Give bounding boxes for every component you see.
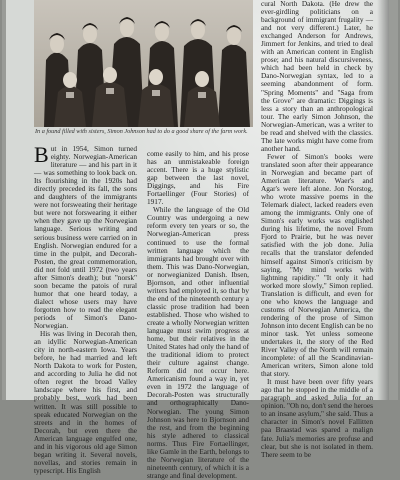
exhibit-panel <box>6 0 389 480</box>
paragraph <box>34 142 137 331</box>
panel-edge-shadow <box>377 0 389 400</box>
paragraph: Fewer of Simon's books were translated soon after their appearance in Norwegian and became part of American literature. Waer's and Agar's were left alone. Jon Norstog, who wrote massive poems in the Telemark dialect, lacked readers even among the immigrants. Only one of Simon's early works was englished during his lifetime, the novel From Fjord to Prairie, but he was never satisfied with the job done. Julia recalls that the translator defended himself against Simon's criticism by saying, "My mind works with lightning rapidity." "It only it had worked more slowly," Simon replied. Translation is difficult, and even for one who knows the language and customs of Norwegian America, the rendering of the prose of Simon Johnson into decent English can be no minor task. Yet unless someone undertakes it, the story of the Red River Valley of the North will remain incomplete: of all the Scandinavian-American writers, Simon alone told that story. <box>261 151 373 379</box>
paragraph: cural North Dakota. (He drew the ever-girdling politicians on a background of immigrant frugality — and not very different.) Later, he exchanged Anderson for Andrews, Jimmert for Jenkins, and tried to deal with an American content in English prose; and his natural discursiveness, which had been held in check by Dano-Norwegian syntax, led to a seeming abandonment of form. "Spring Moments" and "Saga from the Grove" are dramatic: Diggings is less a story than an anthropological tour. The early Simon Johnson, the Norwegian-American, was a writer to be read and shelved with the classics. The late works might have come from another hand. <box>261 0 373 153</box>
paragraph: It must have been over fifty years ago that he stopped in the middle of a paragraph and asked Julia for an opinion. "Oh no, don't send the heroes to an insane asylum," she said. Thus a character in Simon's novel Fallitten paa Braastad was spared a malign fate. Julia's memories are profuse and clear, but she is not isolated in them. There seem to be <box>261 377 373 459</box>
paragraph: His was living in Decorah then, an idyllic Norwegian-American city in north-eastern Iowa. Years before, he had married and left North Dakota to work for Posten, and according to Julia he did not often regret the broad Valley landscape where his first, and probably best, work had been written. It was still possible to speak educated Norwegian on the streets and in the homes of Decorah, but even there the American language engulfed one, and in his vigorous old age Simon began writing it. Several novels, novellas, and stories remain in typescript. His English <box>34 329 137 475</box>
text-column-left <box>34 142 137 475</box>
drop-cap: B <box>34 142 49 167</box>
text-column-right <box>261 0 373 459</box>
paragraph: While the language of the Old Country was undergoing a new reform every ten years or so, the Norwegian-American press continued to use the formal written language which the immigrants had brought over with them. This was Dano-Norwegian, or norwegianized Danish. Ibsen, Bjornson, and other influential writers had employed it, so that by the end of the nineteenth century a classic prose tradition had been established. Those who wished to create a wholly Norwegian written language must swim progress at home, but their relatives in the United States had only the hand of the traditional idiom to protect their culture against change. Reform did not occur here. Americanism found a way in, yet even in 1972 the language of Decorah-Posten was structurally and orthographically Dano-Norwegian. The young Simon Johnson was here to Bjornson and the rest, and from the beginning his style adhered to classical norms. Thus Fire Fortaellinger, like Gamle in the Earth, belongs to the Norwegian literature of the nineteenth century, of which it is a strange and final development. <box>147 205 249 480</box>
paragraph-text: ut in 1954, Simon turned eighty. Norwegian-American literature — and his part in it — was something to look back on. Its flourishing in the 1920s had directly preceded its fall, the sons and daughters of the immigrants were not forsweating their heritage but were not forswearing it either when they gave up the Norwegian language. Serious writing and serious business were carried on in English. Norwegian endured for a time in the pulpit, and Decorah-Posten, the great commemoration, did not fold until 1972 (two years after Simon's death); but "norsk" soon became the patois of rural humor that one heard today, a dialect whose users may have forgotten how to read the elegant periods of Simon's Dano-Norwegian. <box>34 144 137 331</box>
family-photograph-image <box>34 0 253 127</box>
family-photograph <box>34 0 253 127</box>
text-column-middle <box>147 150 249 480</box>
photo-caption: In a found filled with sisters, Simon Johnson had to do a good share of the farm work. <box>35 128 248 135</box>
paragraph: come easily to him, and his prose has an unmistakeable foreign accent. There is a huge stylistic gap between the last novel, Diggings, and his Fire Fortaellinger (Four Stories) of 1917. <box>147 149 249 207</box>
